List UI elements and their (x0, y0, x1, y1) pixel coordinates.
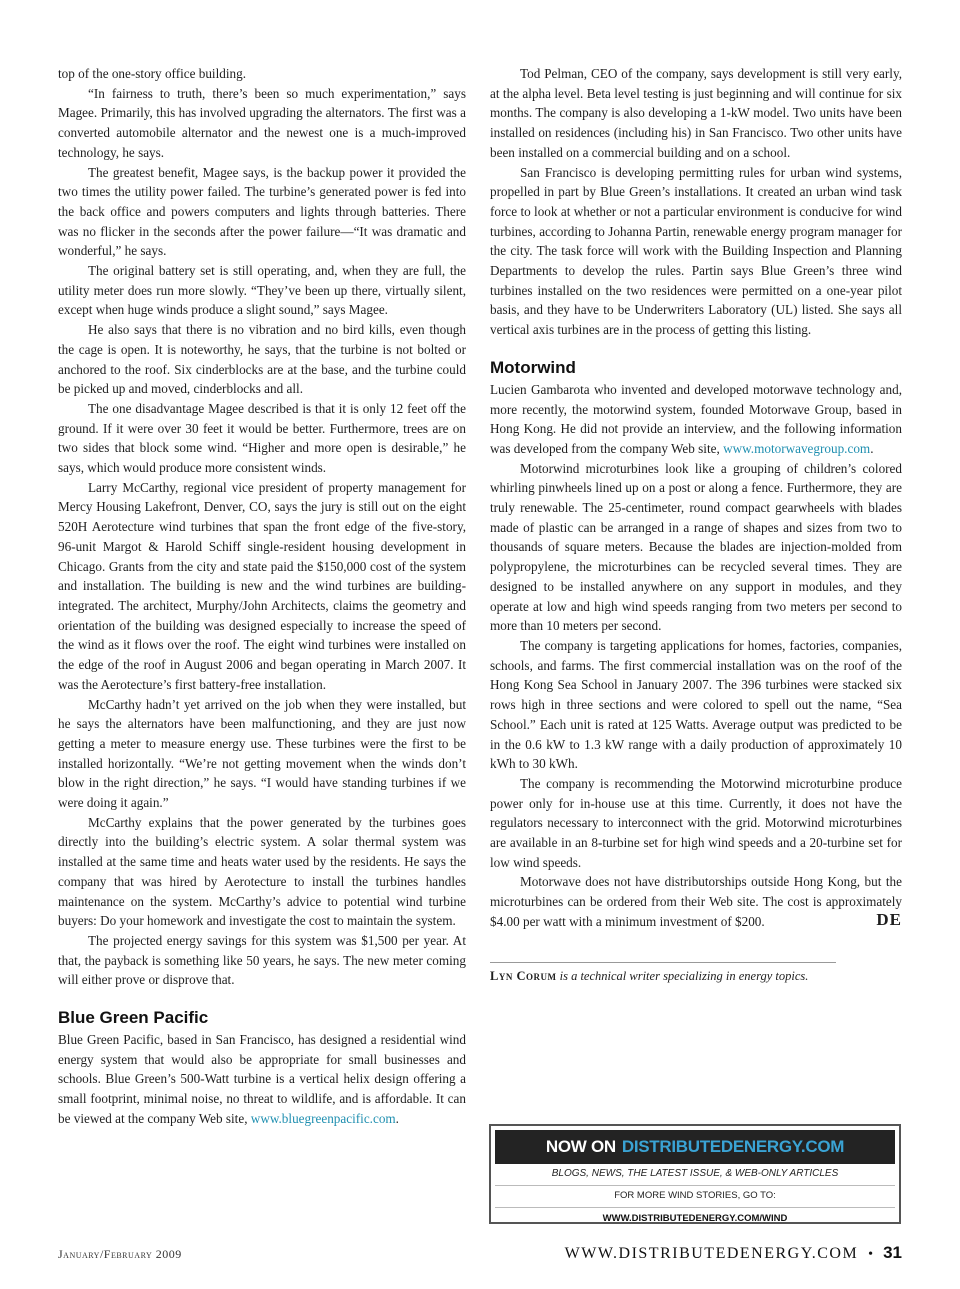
section-heading-motorwind: Motorwind (490, 357, 576, 377)
body-paragraph: San Francisco is developing permitting rules for urban wind systems, propelled in part by Blue Green’s installations. It created an urban wind task force to look at whether or not a particular environment is conducive for wind turbines, according to Johanna Partin, renewable energy program manager for the city. The task force will work with the Building Inspection and Planning Departments to develop the rules. Partin says Blue Green’s three wind turbines installed on the two residences were permitted on a one-year pilot basis, and they have to be Underwriters Laboratory (UL) listed. She says all vertical axis turbines are in the process of getting this listing. (490, 164, 902, 338)
last-paragraph (490, 872, 902, 931)
body-paragraph: He also says that there is no vibration and no bird kills, even though the cage is open. It is noteworthy, he says, that the turbine is not bolted or anchored to the roof. Six cinderblocks are at the base, and the turbine could be picked up and moved, cinderblocks and all. (58, 322, 466, 397)
last-paragraph-text: Motorwave does not have distributorships outside Hong Kong, but the microturbines can be ordered from their Web site. The cost is approximately $4.00 per watt with a minimum investment of $200. (490, 874, 902, 929)
page-number: 31 (883, 1243, 902, 1262)
sentence-end: . (870, 440, 874, 456)
author-bio-text: is a technical writer specializing in energy topics. (556, 968, 809, 983)
body-paragraph: The company is recommending the Motorwind microturbine produce power only for in-house use at this time. Currently, it does not have the regulators necessary to interconnect with the grid. Motorwind microturbines are available in an 8-turbine set for high wind speeds and a 20-turbine set for low wind speeds. (490, 775, 902, 870)
promo-divider (495, 1207, 895, 1208)
body-paragraph: The greatest benefit, Magee says, is the backup power it provided the two times the utility power failed. The turbine’s generated power is fed into the back office and powers computers and lights through batteries. There was no flicker in the seconds after the power failure—“It was dramatic and wonderful,” he says. (58, 164, 466, 259)
motorwind-intro-text: Lucien Gambarota who invented and developed motorwave technology and, more recently, the motorwind system, founded Motorwave Group, based in Hong Kong. He did not provide an interview, and the following information was developed from the company Web site, (490, 381, 902, 456)
author-bio (490, 969, 902, 984)
body-paragraph: The projected energy savings for this system was $1,500 per year. At that, the payback is something like 50 years, he says. The new meter coming will either prove or disprove that. (58, 932, 466, 988)
promo-banner[interactable] (495, 1130, 895, 1164)
motorwind-intro-paragraph (490, 380, 902, 459)
body-paragraph: The original battery set is still operating, and, when they are full, the utility meter does run more slowly. “They’ve been up there, virtually silent, except when huge winds produce a slight sound,” says Magee. (58, 263, 466, 318)
sentence-end: . (395, 1110, 399, 1126)
section-heading-blue-green-pacific: Blue Green Pacific (58, 1008, 209, 1028)
body-paragraph: The company is targeting applications for homes, factories, companies, schools, and farms. The first commercial installation was on the roof of the Hong Kong Sea School in January 2007. The 396 turbines were stacked six rows high in three sections and were colored to spell out the name, “Sea School.” Each unit is rated at 125 Watts. Average output was predicted to be in the 0.6 kW to 1.3 kW range with a daily production of approximately 10 kWh to 30 kWh. (490, 637, 902, 772)
article-end-mark: DE (876, 909, 902, 929)
footer-site-url: WWW.DISTRIBUTEDENERGY.COM (564, 1245, 859, 1262)
author-divider (490, 962, 836, 963)
page-footer (565, 1243, 902, 1263)
footer-bullet: • (868, 1247, 874, 1262)
blue-green-paragraph (58, 1030, 466, 1129)
promo-tagline: BLOGS, NEWS, THE LATEST ISSUE, & WEB-ONLY ARTICLES (551, 1168, 839, 1179)
body-paragraph: McCarthy explains that the power generated by the turbines goes directly into the building’s electric system. A solar thermal system was installed at the same time and heats water used by the residents. He says the company that was hired by Aerotecture to install the turbines handles maintenance on the system. McCarthy’s advice to potential wind turbine buyers: Do your homework and investigate the cost to maintain the system. (58, 814, 466, 929)
body-paragraph: Larry McCarthy, regional vice president of property management for Mercy Housing Lakefront, Denver, CO, says the jury is still out on the eight 520H Aerotecture wind turbines that span the front edge of the five-story, 96-unit Margot & Harold Schiff single-resident housing development in Chicago. Grants from the city and state paid the $150,000 cost of the system and installation. The building is new and the wind turbines are building-integrated. The architect, Murphy/John Architects, claims the geometry and orientation of the building was designed especially to increase the speed of the wind as it flows over the roof. The eight wind turbines were installed on the edge of the roof in August 2006 and began operating in March 2007. It was the Aerotecture’s first battery-free installation. (58, 479, 466, 692)
promo-url-link[interactable]: WWW.DISTRIBUTEDENERGY.COM/WIND (602, 1213, 788, 1224)
blue-green-text: Blue Green Pacific, based in San Francisco, has designed a residential wind energy system that would also be appropriate for small businesses and schools. Blue Green’s 500-Watt turbine is a vertical helix design offering a small footprint, minimal noise, no threat to wildlife, and is affordable. It can be viewed at the company Web site, (58, 1032, 466, 1126)
bluegreenpacific-link[interactable]: www.bluegreenpacific.com (250, 1110, 396, 1126)
body-paragraph: “In fairness to truth, there’s been so much experimentation,” says Magee. Primarily, this has involved upgrading the alternators. The first was a converted automobile alternator and the newest one is a much-improved technology, he says. (58, 85, 466, 160)
right-column (490, 64, 902, 984)
issue-date: January/February 2009 (58, 1247, 182, 1261)
body-paragraph: Tod Pelman, CEO of the company, says development is still very early, at the alpha level. Beta level testing is just beginning and will continue for six months. The company is also developing a 1-kW model. Two units have been installed on residences (including his) in San Francisco. Two other units have been installed on a commercial building and on a school. (490, 66, 902, 160)
promo-site-name: DISTRIBUTEDENERGY.COM (621, 1137, 845, 1156)
author-name: Lyn Corum (490, 968, 557, 983)
promo-prefix: NOW ON (545, 1137, 616, 1156)
motorwavegroup-link[interactable]: www.motorwavegroup.com (723, 440, 871, 456)
body-paragraph: Motorwind microturbines look like a grouping of children’s colored whirling pinwheels lined up on a post or along a fence. Furthermore, they are truly renewable. The 25-centimeter, round compact gearwheels with blades made of plastic can be arranged in a range of shapes and sizes from two to thousands of square meters. Because the blades are injection-molded from polypropylene, the microturbines can be recycled several times. They are designed to be installed anywhere on any support in modules, and they operate at low and high wind speeds ranging from two meters per second to more than 10 meters per second. (490, 460, 902, 634)
promo-box (489, 1124, 901, 1224)
body-paragraph: The one disadvantage Magee described is that it is only 12 feet off the ground. If it were over 30 feet it would be better. Furthermore, trees are on two sides that block some wind. “Higher and more open is desirable,” he says, which would produce more consistent winds. (58, 400, 466, 476)
body-paragraph: top of the one-story office building. (58, 66, 247, 81)
body-paragraph: McCarthy hadn’t yet arrived on the job when they were installed, but he says the alternators have been malfunctioning, and they are just now getting a meter to measure energy use. These turbines were the first to be installed horizontally. “We’re not getting movement when the winds don’t blow in the right direction,” he says. “I would have standing turbines if we were doing it again.” (58, 696, 466, 811)
promo-more-text: FOR MORE WIND STORIES, GO TO: (614, 1190, 776, 1201)
promo-divider (495, 1185, 895, 1186)
left-column (58, 64, 466, 1129)
